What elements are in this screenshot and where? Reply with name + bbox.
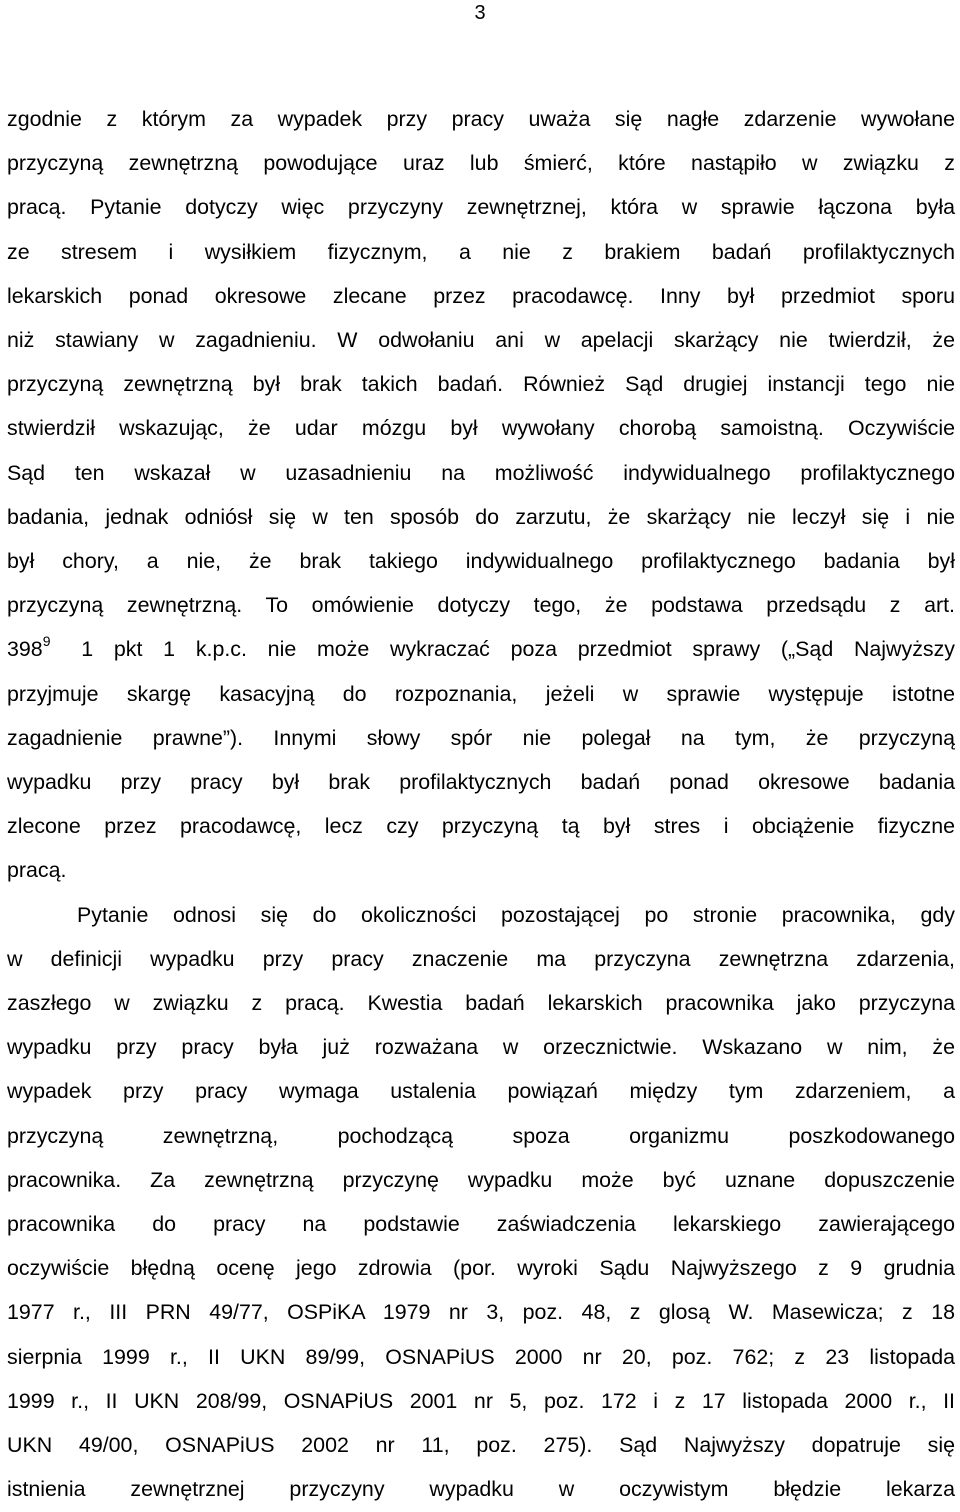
text-line: lekarskich ponad okresowe zlecane przez pracodawcę. Inny był przedmiot sporu: [7, 283, 955, 308]
article-ref-text: 1 pkt 1 k.p.c. nie może wykraczać poza przedmiot sprawy („Sąd Najwyższy: [81, 637, 955, 662]
document-body: [7, 97, 955, 1512]
text-line: przyczyną zewnętrzną powodujące uraz lub śmierć, które nastąpiło w związku z: [7, 151, 955, 176]
text-line: oczywiście błędną ocenę jego zdrowia (por. wyroki Sądu Najwyższego z 9 grudnia: [7, 1256, 955, 1281]
text-line: 1999 r., II UKN 208/99, OSNAPiUS 2001 nr 5, poz. 172 i z 17 listopada 2000 r., II: [7, 1388, 955, 1413]
paragraph-1: [7, 97, 955, 893]
page-number: 3: [474, 2, 486, 24]
article-superscript: 9: [42, 633, 51, 650]
text-line: pracą. Pytanie dotyczy więc przyczyny zewnętrznej, która w sprawie łączona była: [7, 195, 955, 220]
text-line: wypadek przy pracy wymaga ustalenia powiązań między tym zdarzeniem, a: [7, 1079, 955, 1104]
text-line: 1977 r., III PRN 49/77, OSPiKA 1979 nr 3, poz. 48, z glosą W. Masewicza; z 18: [7, 1300, 955, 1325]
text-line: badania, jednak odniósł się w ten sposób do zarzutu, że skarżący nie leczył się i nie: [7, 504, 955, 529]
text-line: stwierdził wskazując, że udar mózgu był wywołany chorobą samoistną. Oczywiście: [7, 416, 955, 441]
article-number: 398: [7, 637, 43, 662]
text-line: istnienia zewnętrznej przyczyny wypadku w oczywistym błędzie lekarza: [7, 1477, 955, 1502]
text-line: zlecone przez pracodawcę, lecz czy przyczyną tą był stres i obciążenie fizyczne: [7, 814, 955, 839]
text-line: zagadnienie prawne”). Innymi słowy spór nie polegał na tym, że przyczyną: [7, 725, 955, 750]
text-line: w definicji wypadku przy pracy znaczenie ma przyczyna zewnętrzna zdarzenia,: [7, 946, 955, 971]
text-line: przyczyną zewnętrzną był brak takich badań. Również Sąd drugiej instancji tego nie: [7, 372, 955, 397]
text-line: wypadku przy pracy była już rozważana w orzecznictwie. Wskazano w nim, że: [7, 1035, 955, 1060]
text-line: przyjmuje skargę kasacyjną do rozpoznania, jeżeli w sprawie występuje istotne: [7, 681, 955, 706]
text-line: był chory, a nie, że brak takiego indywidualnego profilaktycznego badania był: [7, 549, 955, 574]
text-line: UKN 49/00, OSNAPiUS 2002 nr 11, poz. 275). Sąd Najwyższy dopatruje się: [7, 1433, 955, 1458]
text-line: pracą.: [7, 858, 67, 883]
text-line: Sąd ten wskazał w uzasadnieniu na możliwość indywidualnego profilaktycznego: [7, 460, 955, 485]
text-line: zgodnie z którym za wypadek przy pracy uważa się nagłe zdarzenie wywołane: [7, 107, 955, 131]
text-line: zaszłego w związku z pracą. Kwestia badań lekarskich pracownika jako przyczyna: [7, 991, 955, 1016]
paragraph-2: [7, 893, 955, 1512]
text-line: przyczyną zewnętrzną. To omówienie dotyczy tego, że podstawa przedsądu z art.: [7, 593, 955, 618]
text-line: sierpnia 1999 r., II UKN 89/99, OSNAPiUS 2000 nr 20, poz. 762; z 23 listopada: [7, 1344, 955, 1369]
text-line: niż stawiany w zagadnieniu. W odwołaniu ani w apelacji skarżący nie twierdził, że: [7, 328, 955, 353]
text-line: ze stresem i wysiłkiem fizycznym, a nie z brakiem badań profilaktycznych: [7, 239, 955, 264]
text-line-indented: [7, 893, 955, 937]
text-line: przyczyną zewnętrzną, pochodzącą spoza organizmu poszkodowanego: [7, 1123, 955, 1148]
text-line: pracownika do pracy na podstawie zaświadczenia lekarskiego zawierającego: [7, 1212, 955, 1237]
text-line-article-ref: [7, 627, 955, 671]
text-line: Pytanie odnosi się do okoliczności pozostającej po stronie pracownika, gdy: [77, 902, 955, 927]
text-line: wypadku przy pracy był brak profilaktycznych badań ponad okresowe badania: [7, 770, 955, 795]
text-line: pracownika. Za zewnętrzną przyczynę wypadku może być uznane dopuszczenie: [7, 1167, 955, 1192]
